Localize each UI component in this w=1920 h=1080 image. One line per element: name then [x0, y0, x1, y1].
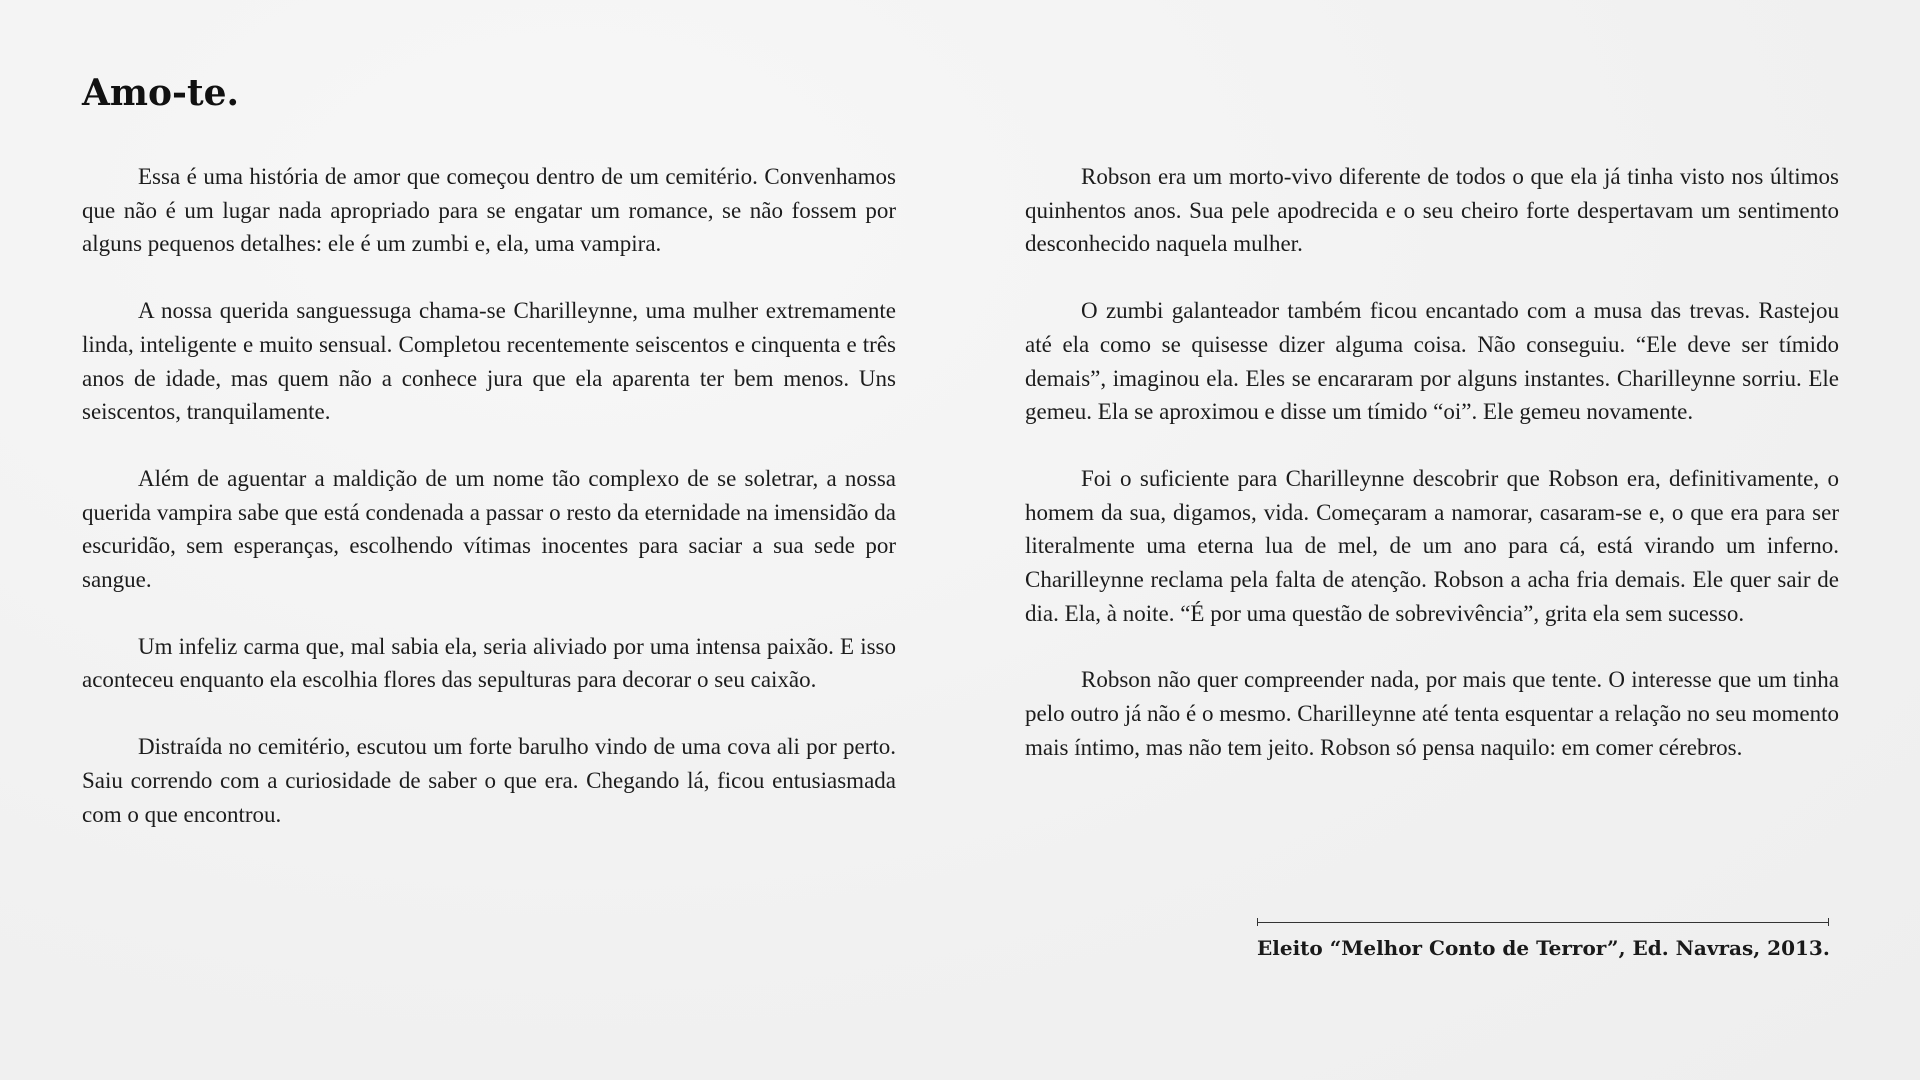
paragraph: Foi o suficiente para Charilleynne descobrir que Robson era, definitivamente, o homem da sua, digamos, vida. Começaram a namorar, casaram-se e, o que era para ser literalmente uma eterna lua de mel, de um ano para cá, está virando um inferno. Charilleynne reclama pela falta de atenção. Robson a acha fria demais. Ele quer sair de dia. Ela, à noite. “É por uma questão de sobrevivência”, grita ela sem sucesso. [1025, 465, 1839, 626]
paragraph: A nossa querida sanguessuga chama-se Charilleynne, uma mulher extremamente linda, inteligente e muito sensual. Completou recentemente seiscentos e cinquenta e três anos de idade, mas quem não a conhece jura que ela aparenta ter bem menos. Uns seiscentos, tranquilamente. [82, 298, 896, 425]
right-text-column [1025, 160, 1839, 798]
story-title: Amo-te. [82, 72, 240, 114]
caption-divider [1257, 922, 1829, 923]
award-caption: Eleito “Melhor Conto de Terror”, Ed. Navras, 2013. [1257, 936, 1830, 960]
paragraph: Robson era um morto-vivo diferente de todos o que ela já tinha visto nos últimos quinhentos anos. Sua pele apodrecida e o seu cheiro forte despertavam um sentimento desconhecido naquela mulher. [1025, 164, 1839, 257]
paragraph: Robson não quer compreender nada, por mais que tente. O interesse que um tinha pelo outro já não é o mesmo. Charilleynne até tenta esquentar a relação no seu momento mais íntimo, mas não tem jeito. Robson só pensa naquilo: em comer cérebros. [1025, 667, 1839, 760]
left-text-column [82, 160, 896, 864]
award-caption-block [1257, 922, 1829, 961]
paragraph: O zumbi galanteador também ficou encantado com a musa das trevas. Rastejou até ela como se quisesse dizer alguma coisa. Não conseguiu. “Ele deve ser tímido demais”, imaginou ela. Eles se encararam por alguns instantes. Charilleynne sorriu. Ele gemeu. Ela se aproximou e disse um tímido “oi”. Ele gemeu novamente. [1025, 298, 1839, 425]
paragraph: Distraída no cemitério, escutou um forte barulho vindo de uma cova ali por perto. Saiu correndo com a curiosidade de saber o que era. Chegando lá, ficou entusiasmada com o que encontrou. [82, 734, 896, 827]
paragraph: Um infeliz carma que, mal sabia ela, seria aliviado por uma intensa paixão. E isso aconteceu enquanto ela escolhia flores das sepulturas para decorar o seu caixão. [82, 633, 896, 693]
paragraph: Essa é uma história de amor que começou dentro de um cemitério. Convenhamos que não é um lugar nada apropriado para se engatar um romance, se não fossem por alguns pequenos detalhes: ele é um zumbi e, ela, uma vampira. [82, 164, 896, 257]
paragraph: Além de aguentar a maldição de um nome tão complexo de se soletrar, a nossa querida vampira sabe que está condenada a passar o resto da eternidade na imensidão da escuridão, sem esperanças, escolhendo vítimas inocentes para saciar a sua sede por sangue. [82, 465, 896, 593]
